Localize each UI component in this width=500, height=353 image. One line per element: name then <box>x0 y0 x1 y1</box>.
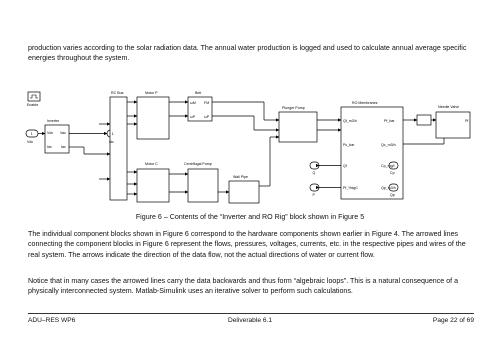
needle-valve-title: Needle Valve <box>438 105 460 109</box>
footer-deliverable: Deliverable 6.1 <box>228 317 272 324</box>
cp-port-label: Cp <box>390 171 395 175</box>
rc-bus-block <box>110 97 127 200</box>
ro-port-qf: Qf_m3/h <box>343 119 357 123</box>
enable-label: Enable <box>27 103 39 107</box>
inverter-vac-port: Vac <box>60 131 66 135</box>
body-paragraph-algebraic-loops: Notice that in many cases the arrowed lines carry the data backwards and thus form “algebraic loops”. This is a natural consequence of a physically interconnected system. Matlab-Simulink uses an iterative solver to perform such calculations. <box>28 277 459 296</box>
ro-port-pf-kgc: Pf_%kgC <box>343 186 358 190</box>
needle-valve-block <box>436 112 470 138</box>
ro-port-pc: Pc_bar <box>343 143 355 147</box>
q-port-label: Q <box>312 171 316 175</box>
simulink-block-diagram <box>24 64 476 210</box>
ro-port-qc: Qc_m3/h <box>381 143 396 147</box>
inverter-idc-port: Idc <box>47 145 52 149</box>
intro-paragraph: production varies according to the solar radiation data. The annual water production is logged and used to calculate annual average specific energies throughout the system. <box>28 44 467 63</box>
pf-port-label: Pf <box>465 119 469 123</box>
motor-c-block <box>137 169 169 202</box>
pf-outport <box>310 184 319 191</box>
q-outport <box>310 162 319 169</box>
belt-port-out2: ωP <box>204 115 210 119</box>
vdc-label: Vdc <box>27 140 34 144</box>
p-port-label: P <box>312 193 315 197</box>
motor-c-title: Motor C <box>145 162 158 166</box>
inverter-vdc-port: Vdc <box>47 131 54 135</box>
belt-port-in1: ωM <box>190 101 196 105</box>
belt-port-out1: FM <box>204 101 210 105</box>
body-paragraph-components: The individual component blocks shown in Figure 6 correspond to the hardware components shown earlier in Figure 4. The arrowed lines connecting the component blocks in Figure 6 represent the flows, pressures, voltages, currents, etc. in the respective pipes and wires of the real system. The arrows indicate the direction of the data flow, not the actual directions of water or current flow. <box>28 230 466 259</box>
belt-title: Belt <box>195 91 202 95</box>
footer-divider <box>28 313 474 314</box>
rc-bus-title: RC Bus <box>111 91 124 95</box>
footer-project: ADU–RES WP6 <box>28 317 76 324</box>
plunger-pump-title: Plunger Pump <box>282 106 305 110</box>
ro-membranes-title: RO Membranes <box>352 101 378 105</box>
motor-p-block <box>137 97 169 139</box>
centrifugal-pump-title: Centrifugal Pump <box>184 162 212 166</box>
plunger-pump-block <box>279 112 317 142</box>
enable-block <box>28 92 40 101</box>
motor-p-title: Motor P <box>145 91 158 95</box>
inverter-title: Inverter <box>47 119 60 123</box>
ro-port-qp: Qp_m3/h <box>381 186 396 190</box>
needle-valve-gain <box>417 115 431 125</box>
footer-page-number: Page 22 of 69 <box>432 317 474 324</box>
centrifugal-pump-block <box>188 169 218 202</box>
ro-port-pf: Pf_bar <box>384 119 395 123</box>
vdc-port-number: 1 <box>30 132 33 136</box>
ro-port-qf2: Qf <box>343 164 347 168</box>
inverter-iac-port: Iac <box>61 145 66 149</box>
idc-port-number: 1 <box>111 132 114 136</box>
idc-label: Idc <box>109 140 114 144</box>
ro-port-cp: Cp_mg/l <box>381 164 395 168</box>
wall-pipe-title: Wall Pipe <box>233 175 249 179</box>
figure-caption: Figure 6 – Contents of the “Inverter and RO Rig” block shown in Figure 5 <box>135 213 365 221</box>
qp-port-label: Qp <box>390 193 395 197</box>
wall-pipe-block <box>229 181 259 203</box>
belt-port-in2: ωP <box>190 115 196 119</box>
